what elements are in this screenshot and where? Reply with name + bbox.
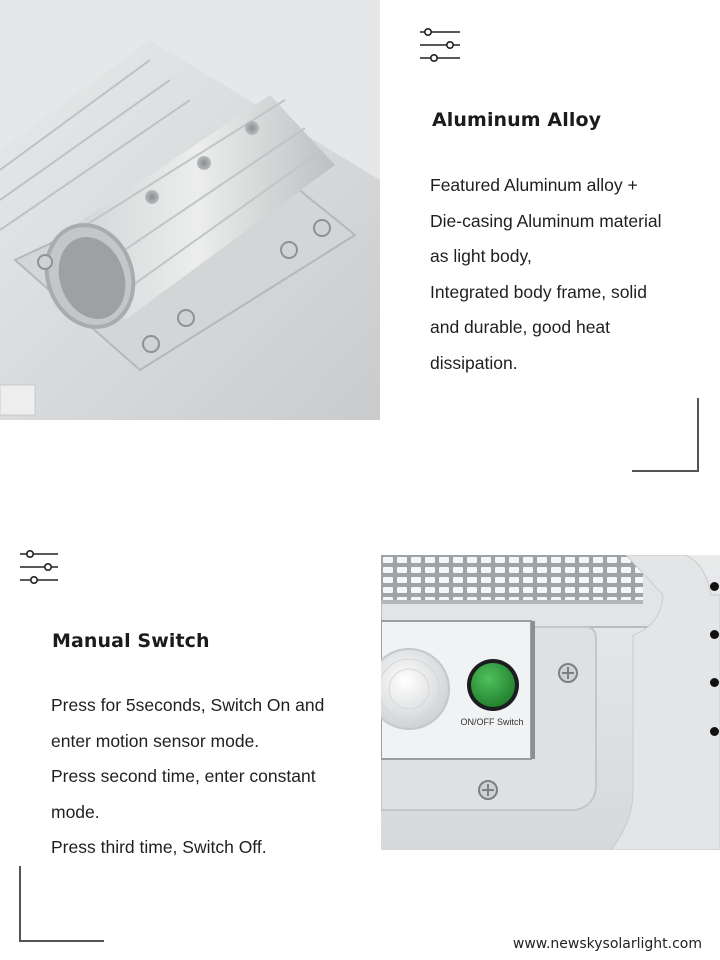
corner-bracket-decoration [632, 398, 699, 472]
switch-description [51, 688, 324, 866]
description-line: mode. [51, 801, 100, 822]
section-heading-aluminum: Aluminum Alloy [432, 109, 602, 131]
bullet-dot [710, 678, 719, 687]
description-line: enter motion sensor mode. [51, 730, 260, 751]
bullet-dot [710, 582, 719, 591]
sliders-icon [20, 548, 60, 588]
description-line: dissipation. [430, 352, 518, 373]
description-line: Press third time, Switch Off. [51, 837, 267, 857]
website-url[interactable]: www.newskysolarlight.com [512, 936, 702, 952]
description-line: Featured Aluminum alloy + [430, 175, 638, 195]
sliders-icon [420, 26, 460, 66]
section-heading-manual-switch: Manual Switch [52, 630, 210, 652]
description-line: Press for 5seconds, Switch On and [51, 695, 325, 715]
description-line: Die-casing Aluminum material [430, 210, 662, 231]
description-line: Integrated body frame, solid [430, 281, 647, 302]
description-line: as light body, [430, 246, 532, 266]
aluminum-description [430, 168, 661, 381]
bullet-dot [710, 630, 719, 639]
description-line: Press second time, enter constant [51, 766, 316, 786]
aluminum-bracket-photo [0, 0, 380, 420]
switch-label: ON/OFF Switch [460, 717, 524, 727]
corner-bracket-decoration [19, 866, 104, 942]
description-line: and durable, good heat [430, 317, 611, 337]
switch-panel-photo [381, 555, 720, 850]
bullet-dot [710, 727, 719, 736]
